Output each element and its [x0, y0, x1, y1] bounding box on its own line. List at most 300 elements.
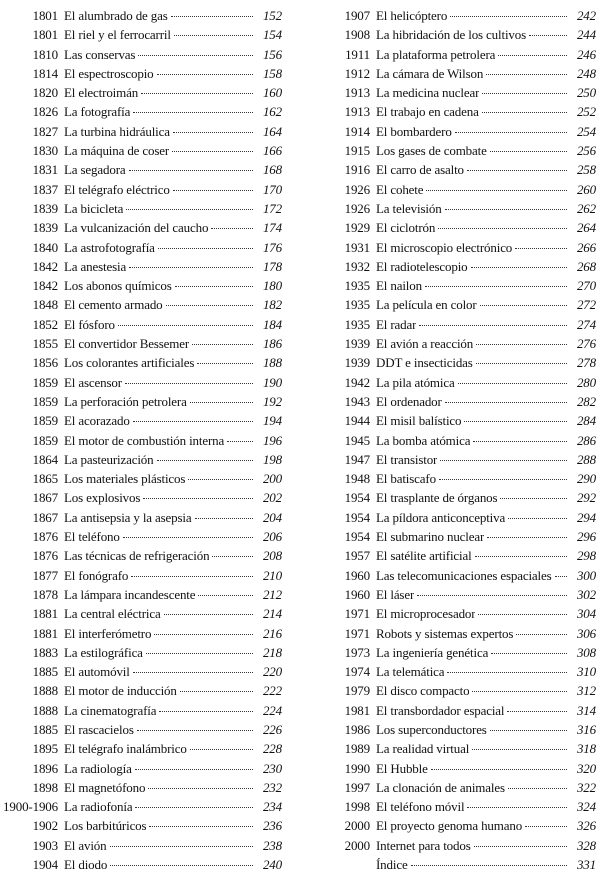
- toc-entry-page-number: 304: [576, 606, 596, 622]
- toc-entry: [2, 353, 282, 372]
- toc-entry: [2, 701, 282, 720]
- toc-entry-page-number: 248: [576, 65, 596, 81]
- toc-dot-leader: [490, 151, 567, 152]
- toc-entry: [316, 141, 596, 160]
- toc-entry-page-number: 302: [576, 586, 596, 602]
- toc-entry-title: El espectroscopio: [64, 65, 154, 81]
- toc-dot-leader: [445, 402, 567, 403]
- toc-entry-year: 1911: [345, 46, 370, 62]
- toc-entry-year: 1926: [344, 200, 370, 216]
- toc-dot-leader: [143, 498, 253, 499]
- toc-entry-year: 1971: [344, 606, 370, 622]
- toc-entry-year: 1839: [32, 200, 58, 216]
- toc-entry-page-number: 218: [262, 644, 282, 660]
- toc-entry-page-number: 168: [262, 162, 282, 178]
- toc-dot-leader: [173, 190, 253, 191]
- toc-entry-year: 1939: [344, 355, 370, 371]
- toc-entry-year: 1859: [32, 413, 58, 429]
- toc-entry-title: La turbina hidráulica: [64, 123, 170, 139]
- toc-entry: [316, 469, 596, 488]
- toc-entry-year: 1801: [32, 8, 58, 23]
- toc-entry: [316, 431, 596, 450]
- toc-dot-leader: [474, 846, 567, 847]
- toc-dot-leader: [515, 248, 567, 249]
- toc-entry-page-number: 298: [576, 548, 596, 564]
- toc-entry-page-number: 184: [262, 316, 282, 332]
- toc-entry-page-number: 190: [262, 374, 282, 390]
- toc-entry-year: 1848: [32, 297, 58, 313]
- toc-entry-year: 1931: [344, 239, 370, 255]
- toc-dot-leader: [173, 132, 253, 133]
- toc-entry-year: 1839: [32, 220, 58, 236]
- toc-dot-leader: [445, 209, 567, 210]
- toc-entry-page-number: 236: [262, 818, 282, 834]
- toc-entry: [2, 508, 282, 527]
- toc-entry-year: 1826: [32, 104, 58, 120]
- toc-entry: [316, 353, 596, 372]
- toc-entry-title: El trabajo en cadena: [376, 104, 479, 120]
- toc-entry-page-number: 220: [262, 664, 282, 680]
- toc-entry-title: La píldora anticonceptiva: [376, 509, 506, 525]
- toc-entry-year: 1852: [32, 316, 58, 332]
- toc-entry-year: 1926: [344, 181, 370, 197]
- toc-entry-year: 1989: [344, 741, 370, 757]
- toc-dot-leader: [157, 460, 254, 461]
- toc-entry-title: La anestesia: [64, 258, 127, 274]
- toc-entry-year: 1981: [344, 702, 370, 718]
- toc-entry: [316, 218, 596, 237]
- toc-entry-page-number: 234: [262, 799, 282, 815]
- toc-dot-leader: [426, 190, 567, 191]
- toc-entry: [2, 720, 282, 739]
- toc-dot-leader: [525, 826, 567, 827]
- toc-entry-year: 1810: [32, 46, 58, 62]
- toc-entry-page-number: 206: [262, 529, 282, 545]
- toc-dot-leader: [164, 614, 253, 615]
- toc-dot-leader: [482, 93, 567, 94]
- toc-entry: [2, 373, 282, 392]
- toc-entry-year: 1960: [344, 586, 370, 602]
- toc-entry-page-number: 162: [262, 104, 282, 120]
- toc-entry-title: El magnetófono: [64, 779, 146, 795]
- toc-entry-title: El disco compacto: [376, 683, 470, 699]
- toc-entry-year: 1883: [32, 644, 58, 660]
- toc-entry: [316, 25, 596, 44]
- toc-entry-title: El cemento armado: [64, 297, 163, 313]
- toc-entry-year: 1997: [344, 779, 370, 795]
- toc-entry: [316, 701, 596, 720]
- toc-entry-page-number: 326: [576, 818, 596, 834]
- toc-entry: [2, 739, 282, 758]
- toc-entry: [316, 295, 596, 314]
- toc-dot-leader: [417, 595, 567, 596]
- toc-entry-year: 1943: [344, 393, 370, 409]
- toc-entry-title: El ascensor: [64, 374, 122, 390]
- toc-entry-year: 1974: [344, 664, 370, 680]
- toc-right-column: [316, 6, 596, 874]
- toc-entry-title: El radiotelescopio: [376, 258, 468, 274]
- toc-entry-year: 1876: [32, 548, 58, 564]
- toc-entry-title: El carro de asalto: [376, 162, 464, 178]
- toc-dot-leader: [154, 634, 253, 635]
- toc-dot-leader: [476, 363, 567, 364]
- toc-entry-page-number: 308: [576, 644, 596, 660]
- toc-entry-page-number: 186: [262, 336, 282, 352]
- toc-entry: [2, 218, 282, 237]
- toc-entry-page-number: 286: [576, 432, 596, 448]
- toc-dot-leader: [431, 769, 567, 770]
- toc-entry-title: El trasplante de órganos: [376, 490, 498, 506]
- toc-dot-leader: [212, 556, 253, 557]
- toc-dot-leader: [487, 537, 567, 538]
- toc-entry-title: La pasteurización: [64, 451, 154, 467]
- toc-dot-leader: [133, 421, 253, 422]
- toc-entry-year: 1954: [344, 490, 370, 506]
- toc-dot-leader: [507, 711, 567, 712]
- toc-entry: [2, 83, 282, 102]
- toc-entry-title: El avión: [64, 837, 107, 853]
- toc-entry: [2, 141, 282, 160]
- toc-entry-year: 1859: [32, 393, 58, 409]
- toc-entry-page-number: 306: [576, 625, 596, 641]
- toc-dot-leader: [129, 170, 253, 171]
- toc-entry: [2, 392, 282, 411]
- toc-entry: [316, 488, 596, 507]
- toc-entry-page-number: 226: [262, 721, 282, 737]
- toc-entry-page-number: 172: [262, 200, 282, 216]
- toc-entry-title: El radar: [376, 316, 417, 332]
- toc-entry-page-number: 164: [262, 123, 282, 139]
- toc-entry-year: 1914: [344, 123, 370, 139]
- toc-entry-page-number: 232: [262, 779, 282, 795]
- toc-dot-leader: [211, 228, 253, 229]
- toc-entry-title: La bomba atómica: [376, 432, 471, 448]
- toc-entry-year: 1960: [344, 567, 370, 583]
- toc-entry-page-number: 296: [576, 529, 596, 545]
- toc-entry-title: La segadora: [64, 162, 126, 178]
- toc-entry-page-number: 331: [576, 857, 596, 873]
- toc-entry-title: La lámpara incandescente: [64, 586, 196, 602]
- toc-dot-leader: [478, 614, 567, 615]
- toc-entry-year: 2000: [344, 818, 370, 834]
- toc-entry: [316, 585, 596, 604]
- toc-entry-page-number: 312: [576, 683, 596, 699]
- toc-entry-page-number: 288: [576, 451, 596, 467]
- toc-dot-leader: [508, 518, 567, 519]
- toc-entry-title: La cámara de Wilson: [376, 65, 484, 81]
- toc-dot-leader: [118, 325, 253, 326]
- toc-entry-title: El teléfono: [64, 529, 120, 545]
- toc-entry-page-number: 242: [576, 8, 596, 23]
- toc-dot-leader: [190, 749, 253, 750]
- toc-entry: [2, 45, 282, 64]
- toc-entry-page-number: 194: [262, 413, 282, 429]
- toc-entry-year: 1877: [32, 567, 58, 583]
- toc-entry-year: 1954: [344, 529, 370, 545]
- toc-dot-leader: [110, 865, 253, 866]
- toc-entry-year: 1904: [32, 857, 58, 873]
- toc-dot-leader: [166, 305, 253, 306]
- toc-entry: [2, 276, 282, 295]
- toc-entry-page-number: 224: [262, 702, 282, 718]
- toc-entry: [2, 180, 282, 199]
- toc-dot-leader: [190, 402, 253, 403]
- toc-entry-page-number: 276: [576, 336, 596, 352]
- toc-entry-title: El bombardero: [376, 123, 452, 139]
- toc-entry: [316, 816, 596, 835]
- toc-entry-page-number: 256: [576, 143, 596, 159]
- toc-entry-page-number: 258: [576, 162, 596, 178]
- toc-entry-year: 1842: [32, 278, 58, 294]
- toc-entry: [316, 797, 596, 816]
- toc-dot-leader: [472, 749, 567, 750]
- toc-entry-title: La pila atómica: [376, 374, 455, 390]
- toc-entry-title: El misil balístico: [376, 413, 462, 429]
- toc-entry-year: 1902: [32, 818, 58, 834]
- toc-entry: [316, 411, 596, 430]
- toc-entry-title: Los materiales plásticos: [64, 471, 186, 487]
- toc-entry-year: 1939: [344, 336, 370, 352]
- toc-entry-title: DDT e insecticidas: [376, 355, 473, 371]
- toc-dot-leader: [472, 691, 567, 692]
- toc-entry-title: El transbordador espacial: [376, 702, 505, 718]
- toc-entry: [2, 527, 282, 546]
- toc-entry: [2, 334, 282, 353]
- toc-entry: [316, 739, 596, 758]
- toc-entry: [316, 180, 596, 199]
- toc-entry-page-number: 204: [262, 509, 282, 525]
- toc-entry-year: 1842: [32, 258, 58, 274]
- toc-entry-year: 1865: [32, 471, 58, 487]
- toc-entry-title: El acorazado: [64, 413, 130, 429]
- toc-entry-page-number: 192: [262, 393, 282, 409]
- toc-dot-leader: [486, 74, 567, 75]
- toc-entry-title: El rascacielos: [64, 721, 134, 737]
- toc-entry-title: La televisión: [376, 200, 442, 216]
- toc-entry-year: 1856: [32, 355, 58, 371]
- toc-entry-title: La radiología: [64, 760, 132, 776]
- toc-entry-year: 1859: [32, 374, 58, 390]
- toc-entry-page-number: 166: [262, 143, 282, 159]
- toc-entry: [2, 624, 282, 643]
- toc-entry: [2, 411, 282, 430]
- toc-entry-page-number: 280: [576, 374, 596, 390]
- toc-entry-year: 1986: [344, 721, 370, 737]
- toc-entry-year: 1830: [32, 143, 58, 159]
- toc-entry: [316, 238, 596, 257]
- toc-entry-title: La película en color: [376, 297, 477, 313]
- toc-dot-leader: [411, 865, 567, 866]
- toc-entry-page-number: 180: [262, 278, 282, 294]
- toc-entry-year: 1878: [32, 586, 58, 602]
- toc-entry: [316, 527, 596, 546]
- toc-entry-page-number: 176: [262, 239, 282, 255]
- toc-entry-page-number: 318: [576, 741, 596, 757]
- toc-entry: [316, 624, 596, 643]
- toc-entry-title: El automóvil: [64, 664, 130, 680]
- toc-entry-page-number: 170: [262, 181, 282, 197]
- toc-entry-year: 1973: [344, 644, 370, 660]
- toc-entry-year: 1827: [32, 123, 58, 139]
- toc-dot-leader: [447, 672, 567, 673]
- toc-entry-title: El proyecto genoma humano: [376, 818, 523, 834]
- toc-dot-leader: [129, 267, 253, 268]
- toc-entry-page-number: 158: [262, 65, 282, 81]
- toc-dot-leader: [476, 344, 567, 345]
- toc-entry-page-number: 294: [576, 509, 596, 525]
- toc-entry-year: 1915: [344, 143, 370, 159]
- toc-entry-page-number: 320: [576, 760, 596, 776]
- toc-entry-title: El microscopio electrónico: [376, 239, 513, 255]
- toc-entry-year: 1903: [32, 837, 58, 853]
- toc-entry: [316, 450, 596, 469]
- toc-entry-page-number: 212: [262, 586, 282, 602]
- toc-entry-title: La medicina nuclear: [376, 85, 480, 101]
- toc-entry-year: 1954: [344, 509, 370, 525]
- toc-entry-title: Los superconductores: [376, 721, 487, 737]
- toc-entry-title: El batiscafo: [376, 471, 436, 487]
- toc-dot-leader: [138, 55, 253, 56]
- toc-entry-year: 1942: [344, 374, 370, 390]
- toc-entry: [316, 681, 596, 700]
- toc-dot-leader: [110, 846, 254, 847]
- toc-entry-title: El satélite artificial: [376, 548, 472, 564]
- toc-entry-year: 1896: [32, 760, 58, 776]
- toc-dot-leader: [159, 711, 253, 712]
- toc-entry-page-number: 260: [576, 181, 596, 197]
- toc-entry: [2, 546, 282, 565]
- toc-entry-title: La ingeniería genética: [376, 644, 489, 660]
- toc-entry: [316, 566, 596, 585]
- toc-entry-page-number: 202: [262, 490, 282, 506]
- toc-dot-leader: [135, 807, 253, 808]
- toc-entry: [2, 64, 282, 83]
- toc-entry-page-number: 268: [576, 258, 596, 274]
- toc-entry-year: 1888: [32, 683, 58, 699]
- toc-entry-year: 1935: [344, 297, 370, 313]
- toc-entry: [2, 585, 282, 604]
- toc-entry-title: Los abonos químicos: [64, 278, 172, 294]
- toc-entry-title: El motor de combustión interna: [64, 432, 225, 448]
- toc-entry-year: 2000: [344, 837, 370, 853]
- toc-entry-page-number: 210: [262, 567, 282, 583]
- toc-entry-year: 1932: [344, 258, 370, 274]
- toc-dot-leader: [123, 537, 253, 538]
- toc-entry-page-number: 274: [576, 316, 596, 332]
- toc-dot-leader: [480, 305, 567, 306]
- toc-entry-title: Los colorantes artificiales: [64, 355, 195, 371]
- toc-entry-year: 1831: [32, 162, 58, 178]
- toc-dot-leader: [131, 576, 253, 577]
- toc-dot-leader: [450, 16, 567, 17]
- toc-entry-page-number: 152: [262, 8, 282, 23]
- toc-entry: [316, 276, 596, 295]
- toc-entry-year: 1913: [344, 85, 370, 101]
- toc-entry-year: 1888: [32, 702, 58, 718]
- toc-entry-page-number: 278: [576, 355, 596, 371]
- toc-dot-leader: [508, 788, 567, 789]
- toc-entry-title: El interferómetro: [64, 625, 152, 641]
- toc-entry-page-number: 240: [262, 857, 282, 873]
- toc-entry-page-number: 262: [576, 200, 596, 216]
- toc-dot-leader: [148, 788, 253, 789]
- toc-entry-title: La estilográfica: [64, 644, 143, 660]
- toc-entry-page-number: 198: [262, 451, 282, 467]
- toc-entry-title: El fonógrafo: [64, 567, 129, 583]
- toc-entry-title: El convertidor Bessemer: [64, 336, 190, 352]
- toc-entry-year: 1885: [32, 664, 58, 680]
- toc-entry-title: El telégrafo eléctrico: [64, 181, 170, 197]
- toc-entry-title: La hibridación de los cultivos: [376, 27, 527, 43]
- toc-dot-leader: [500, 498, 567, 499]
- toc-entry: [316, 662, 596, 681]
- toc-entry-year: 1867: [32, 490, 58, 506]
- toc-dot-leader: [490, 730, 567, 731]
- toc-dot-leader: [227, 441, 253, 442]
- toc-entry: [2, 122, 282, 141]
- toc-entry: [316, 836, 596, 855]
- toc-dot-leader: [555, 576, 567, 577]
- toc-entry: [2, 604, 282, 623]
- toc-entry-year: 1945: [344, 432, 370, 448]
- toc-entry-title: La antisepsia y la asepsia: [64, 509, 192, 525]
- toc-dot-leader: [158, 248, 253, 249]
- toc-entry-title: El helicóptero: [376, 8, 448, 23]
- toc-entry-page-number: 252: [576, 104, 596, 120]
- toc-entry-title: La vulcanización del caucho: [64, 220, 209, 236]
- toc-dot-leader: [197, 363, 253, 364]
- toc-entry-page-number: 316: [576, 721, 596, 737]
- toc-entry: [316, 855, 596, 874]
- toc-entry-title: Robots y sistemas expertos: [376, 625, 514, 641]
- toc-entry: [2, 102, 282, 121]
- toc-dot-leader: [425, 286, 567, 287]
- toc-entry-title: La telemática: [376, 664, 445, 680]
- toc-entry: [316, 334, 596, 353]
- toc-entry-title: La máquina de coser: [64, 143, 170, 159]
- toc-entry-title: Índice: [376, 857, 408, 873]
- toc-entry: [2, 431, 282, 450]
- toc-entry: [316, 102, 596, 121]
- toc-entry-year: 1948: [344, 471, 370, 487]
- toc-entry-year: 1935: [344, 278, 370, 294]
- toc-entry-title: El cohete: [376, 181, 424, 197]
- toc-entry-page-number: 270: [576, 278, 596, 294]
- toc-dot-leader: [180, 691, 253, 692]
- toc-entry-page-number: 156: [262, 46, 282, 62]
- toc-entry-page-number: 282: [576, 393, 596, 409]
- toc-entry: [316, 199, 596, 218]
- toc-entry-year: 1840: [32, 239, 58, 255]
- toc-entry-page-number: 188: [262, 355, 282, 371]
- toc-entry-page-number: 182: [262, 297, 282, 313]
- toc-entry-title: La astrofotografía: [64, 239, 155, 255]
- toc-entry: [2, 199, 282, 218]
- toc-entry-title: La central eléctrica: [64, 606, 161, 622]
- toc-dot-leader: [458, 383, 567, 384]
- toc-entry-year: 1944: [344, 413, 370, 429]
- toc-dot-leader: [135, 769, 253, 770]
- toc-entry: [2, 681, 282, 700]
- toc-entry-year: 1900-1906: [3, 799, 58, 815]
- toc-entry-year: 1814: [32, 65, 58, 81]
- toc-entry-page-number: 174: [262, 220, 282, 236]
- toc-entry-year: 1895: [32, 741, 58, 757]
- toc-dot-leader: [174, 35, 253, 36]
- toc-entry-title: El alumbrado de gas: [64, 8, 168, 23]
- toc-entry-title: El teléfono móvil: [376, 799, 465, 815]
- toc-entry-title: Internet para todos: [376, 837, 471, 853]
